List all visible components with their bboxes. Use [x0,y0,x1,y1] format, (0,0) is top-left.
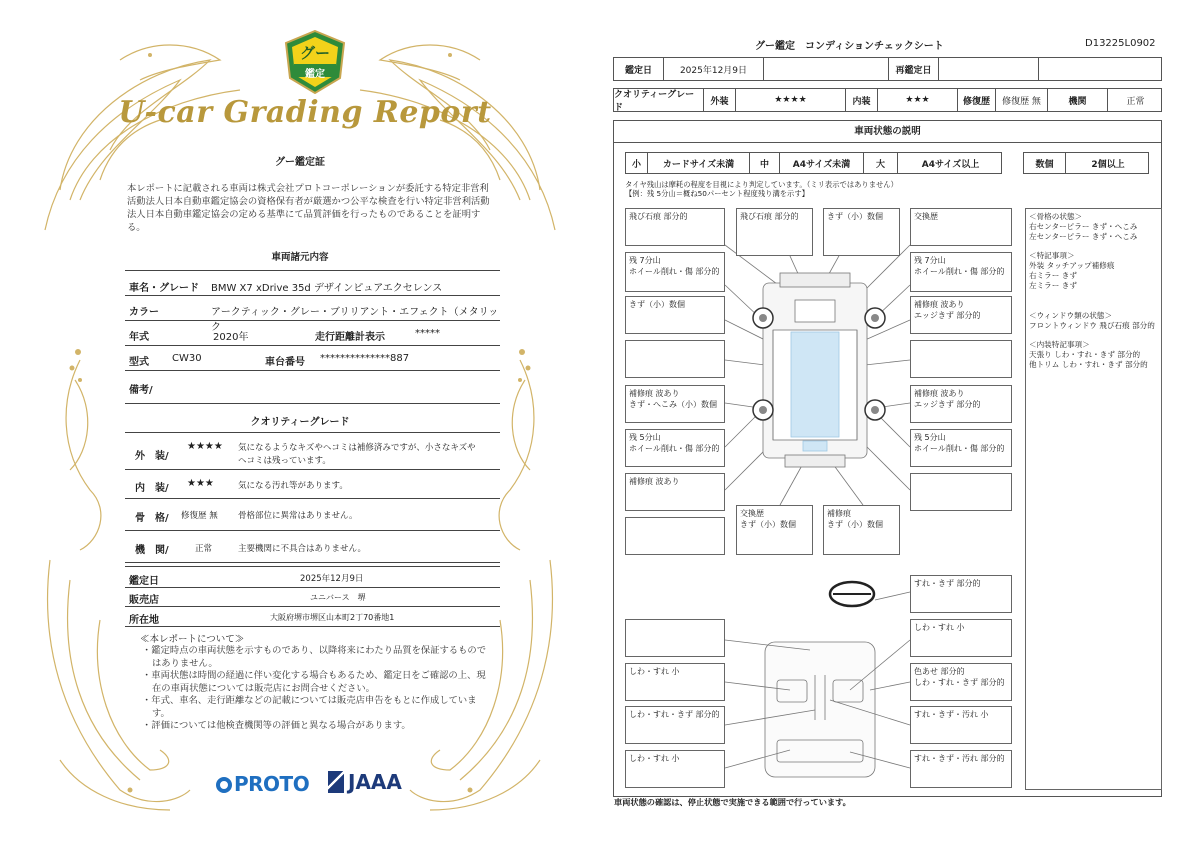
spec-model-value: CW30 [172,353,202,364]
grade-engine-label: 機 関/ [135,545,169,556]
goo-kantei-badge [284,30,346,94]
group-line: 左センターピラー きず・へこみ [1029,232,1138,241]
grade-row-exterior [125,432,500,470]
grade-engine-mark: 正常 [195,544,213,554]
grade-int-mark: ★★★ [187,478,214,489]
appraisal-date-row [125,566,500,588]
quality-grade-label: クオリティーグレード [614,89,704,111]
reappraisal-label: 再鑑定日 [889,58,939,80]
window-status-group [1029,311,1158,331]
group-title: ＜特記事項＞ [1029,251,1075,260]
spec-chassis-value: **************887 [320,353,410,364]
ext-note-box: 残 5分山 ホイール削れ・傷 部分的 [910,429,1012,467]
engine-label: 機関 [1048,89,1108,111]
sheet-id: D13225L0902 [1085,38,1156,49]
size-small: 小 [626,153,648,173]
count-label: 数個 [1024,153,1066,173]
ext-note-box [910,340,1012,378]
group-line: 天張り しわ・すれ・きず 部分的 [1029,350,1141,359]
ext-note-box [625,340,725,378]
spec-year-value: 2020年 [213,332,249,343]
spec-color-value: アークティック・グレー・ブリリアント・エフェクト（メタリック [211,307,499,333]
size-small-desc: カードサイズ未満 [648,153,750,173]
group-line: フロントウィンドウ 飛び石痕 部分的 [1029,321,1155,330]
shop-row [125,588,500,607]
ext-note-box: 補修痕 きず（小）数個 [823,505,900,555]
grade-engine-text: 主要機関に不具合はありません。 [238,544,367,554]
int-note-box: 色あせ 部分的 しわ・すれ・きず 部分的 [910,663,1012,701]
ext-note-box: 飛び石痕 部分的 [736,208,813,256]
spec-heading: 車両諸元内容 [271,252,329,263]
spec-year-label: 年式 [129,332,149,343]
group-title: ＜ウィンドウ類の状態＞ [1029,311,1113,320]
spec-chassis-label: 車台番号 [265,357,305,368]
ext-note-box: 補修痕 波あり きず・へこみ（小）数個 [625,385,725,423]
grade-ext-text-1: 気になるようなキズやヘコミは補修済みですが、小さなキズや [238,443,476,453]
proto-logo-text: PROTO [234,772,310,796]
repair-history-label: 修復歴 [958,89,996,111]
appraisal-date-label: 鑑定日 [129,576,159,587]
proto-logo [216,772,309,796]
grade-int-label: 内 装/ [135,483,169,494]
jaaa-logo [328,770,402,794]
ext-note-box: 交換歴 [910,208,1012,246]
spec-mileage-label: 走行距離計表示 [315,332,385,343]
int-note-box: すれ・きず 部分的 [910,575,1012,613]
int-note-box: しわ・すれ・きず 部分的 [625,706,725,744]
interior-notes-group [1029,340,1158,370]
group-line: 右ミラー きず [1029,271,1077,280]
group-title: ＜骨格の状態＞ [1029,212,1083,221]
badge-top-text: グー [299,44,330,62]
int-note-box: すれ・きず・汚れ 部分的 [910,750,1012,788]
interior-label: 内装 [846,89,878,111]
report-script-title: U-car Grading Report [118,95,492,130]
cert-heading: グー鑑定証 [275,157,325,168]
note-item: ・鑑定時点の車両状態を示すものであり、以降将来にわたり品質を保証するものではありません。 [142,645,486,669]
count-value: 2個以上 [1091,159,1125,170]
grade-frame-text: 骨格部位に異常はありません。 [238,511,358,521]
grade-ext-mark: ★★★★ [187,441,223,452]
size-medium: 中 [750,153,780,173]
address-value: 大阪府堺市堺区山本町2丁70番地1 [270,613,395,622]
jaaa-logo-text: JAAA [348,770,402,794]
note-item: ・評価については他検査機関等の評価と異なる場合があります。 [142,720,411,731]
appraisal-date-value: 2025年12月9日 [664,58,764,80]
int-note-box [625,619,725,657]
ext-note-box [625,517,725,555]
ext-note-box: 残 7分山 ホイール削れ・傷 部分的 [910,252,1012,292]
cert-body-text: 本レポートに記載される車両は株式会社プロトコーポレーションが委託する特定非営利活動法人日本自動車鑑定協会の資格保有者が厳選かつ公平な検査を行い特定非営利活動法人日本自動車鑑定協会の定める基準にて品質評価を行ったものであることを証明する。 [127,183,490,233]
spec-row-name [125,270,500,296]
grade-heading: クオリティーグレード [250,417,350,428]
note-item: ・車両状態は時間の経過に伴い変化する場合もあるため、鑑定日をご確認の上、現在の車両状態については販売店にお問合せください。 [142,670,486,694]
spec-color-label: カラー [129,307,159,318]
interior-value: ★★★ [878,89,958,111]
frame-status-group [1029,212,1158,242]
grade-ext-text-2: ヘコミは残っています。 [238,456,331,466]
ext-note-box: 補修痕 波あり エッジきず 部分的 [910,296,1012,334]
grade-row-interior [125,470,500,499]
note-item: ・年式、車名、走行距離などの記載については販売店申告をもとに作成しています。 [142,695,477,719]
ext-note-box: きず（小）数個 [625,296,725,334]
spec-row-remarks [125,371,500,404]
int-note-box: しわ・すれ 小 [625,750,725,788]
spec-row-year [125,321,500,346]
engine-value: 正常 [1126,96,1145,107]
exterior-value: ★★★★ [736,89,846,111]
ext-note-box: 補修痕 波あり エッジきず 部分的 [910,385,1012,423]
sheet-title: グー鑑定 コンディションチェックシート [755,41,944,52]
size-large-desc: A4サイズ以上 [921,159,980,170]
appraisal-date-label: 鑑定日 [614,58,664,80]
group-line: 左ミラー きず [1029,281,1077,290]
exterior-label: 外装 [704,89,736,111]
spec-row-model [125,346,500,371]
group-line: 他トリム しわ・すれ・きず 部分的 [1029,360,1148,369]
group-title: ＜内装特記事項＞ [1029,340,1090,349]
shop-label: 販売店 [129,595,159,606]
ext-note-box: 飛び石痕 部分的 [625,208,725,246]
section-title: 車両状態の説明 [614,121,1161,143]
ext-note-box: 残 7分山 ホイール削れ・傷 部分的 [625,252,725,292]
tire-note-line-2: 【例：残 5分山＝概ね50パーセント程度残り溝を示す】 [625,189,809,198]
spec-name-value: BMW X7 xDrive 35d デザインピュアエクセレンス [211,283,443,294]
address-label: 所在地 [129,615,159,626]
ext-note-box: 残 5分山 ホイール削れ・傷 部分的 [625,429,725,467]
grade-frame-mark: 修復歴 無 [181,511,218,521]
appraisal-date-value: 2025年12月9日 [300,574,364,584]
special-notes-group [1029,251,1158,291]
grade-row-frame [125,499,500,531]
spec-model-label: 型式 [129,357,149,368]
group-line: 外装 タッチアップ補修痕 [1029,261,1115,270]
group-line: 右センターピラー きず・へこみ [1029,222,1138,231]
int-note-box: すれ・きず・汚れ 小 [910,706,1012,744]
notes-title: ≪本レポートについて≫ [140,634,245,645]
size-large: 大 [864,153,898,173]
ext-note-box: きず（小）数個 [823,208,900,256]
condition-notes-panel [1025,208,1162,790]
grade-row-engine [125,531,500,563]
spec-mileage-value: ***** [415,328,440,339]
notes-list [142,645,492,733]
int-note-box: しわ・すれ 小 [625,663,725,701]
ext-note-box: 補修痕 波あり [625,473,725,511]
shop-value: ユニバース 堺 [310,593,366,602]
grade-ext-label: 外 装/ [135,451,169,462]
spec-remarks-label: 備考/ [129,385,153,396]
size-medium-desc: A4サイズ未満 [780,153,864,173]
ext-note-box [910,473,1012,511]
grade-int-text: 気になる汚れ等があります。 [238,481,348,491]
spec-row-color [125,296,500,333]
badge-bottom-text: 鑑定 [305,69,325,80]
address-row [125,607,500,627]
grade-frame-label: 骨 格/ [135,513,169,524]
spec-name-label: 車名・グレード [129,283,199,294]
condition-check-sheet [605,0,1200,848]
repair-history-value: 修復歴 無 [996,89,1048,111]
int-note-box: しわ・すれ 小 [910,619,1012,657]
ext-note-box: 交換歴 きず（小）数個 [736,505,813,555]
footer-note: 車両状態の確認は、停止状態で実施できる範囲で行っています。 [614,797,851,807]
tire-note-line-1: タイヤ残山は摩耗の程度を目視により判定しています。（ミリ表示ではありません） [625,180,898,189]
